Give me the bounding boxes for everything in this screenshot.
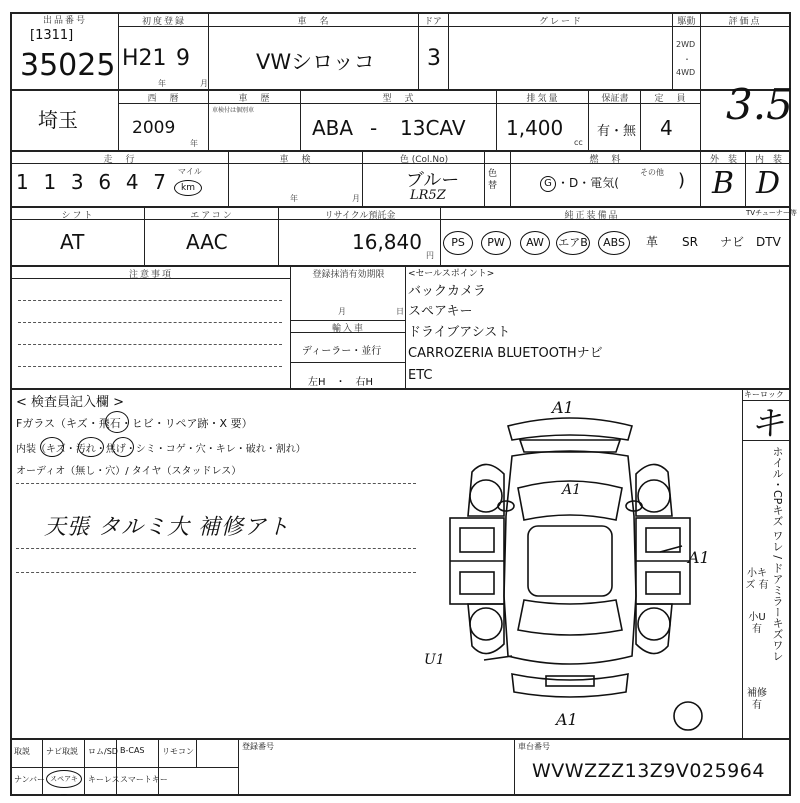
drive-dot: ・: [683, 55, 691, 64]
handwritten-note: 天張 タルミ大 補修アト: [44, 515, 290, 540]
legend-small-dent: 小U 有: [748, 612, 766, 635]
notes-label: 注意事項: [128, 270, 173, 280]
km-circle: km: [174, 180, 202, 196]
equip-ps: PS: [443, 231, 473, 255]
exterior-label: 外 装: [709, 155, 737, 165]
model-dash: -: [370, 116, 378, 140]
footer-item: B-CAS: [120, 746, 145, 755]
owner-label: 登録番号: [242, 742, 274, 751]
displacement-label: 排気量: [526, 94, 560, 104]
equip-pw: PW: [481, 231, 511, 255]
keylock-mark: キ: [750, 404, 784, 444]
equip-dtv: DTV: [756, 235, 781, 249]
drive-label: 駆動: [677, 17, 696, 27]
grade-label: グレード: [538, 17, 583, 27]
seats: 4: [660, 116, 673, 140]
mark-rear: A1: [556, 710, 578, 729]
color-change-label: 色替: [488, 169, 498, 191]
footer-item: ロム/SD: [88, 747, 118, 756]
mileage-digit: 1: [43, 170, 57, 194]
model-year-unit: 年: [190, 139, 198, 148]
yen-unit: 円: [426, 251, 434, 260]
sales-point: バックカメラ: [408, 284, 487, 299]
drive-2wd: 2WD: [676, 40, 696, 49]
footer-item: ナンバー: [14, 775, 46, 784]
model-code: 13CAV: [400, 116, 466, 140]
inspector-label: < 検査員記入欄 >: [16, 395, 125, 410]
interior-grade: D: [756, 166, 781, 201]
score: 3.5: [726, 80, 793, 129]
fuel-options: ・D・電気(: [557, 176, 619, 190]
lot-number: 35025: [20, 48, 116, 83]
displacement: 1,400: [506, 116, 564, 140]
vin-label: 車台番号: [518, 742, 550, 751]
footer-item: ナビ取説: [46, 747, 78, 756]
sales-point: ドライブアシスト: [408, 325, 511, 340]
fuel-label: 燃 料: [589, 155, 623, 165]
interior-label: 内 装: [754, 155, 782, 165]
reg-era: H21: [122, 46, 167, 71]
inspector-line-glass: Fガラス（キズ・飛石・ヒビ・リペア跡・X 要）: [16, 417, 253, 430]
sales-point: ETC: [408, 368, 433, 383]
mileage-label: 走 行: [103, 155, 137, 165]
inspection-month-unit: 月: [352, 194, 360, 203]
chassis-label: 車 歴: [238, 94, 272, 104]
reg-month: 9: [176, 46, 190, 71]
mileage-digit: 6: [98, 170, 112, 194]
dealer-parallel: ディーラー・並行: [302, 346, 382, 357]
color-code: LR5Z: [410, 188, 446, 203]
sales-label: <セールスポイント>: [408, 269, 495, 279]
equip-aw: AW: [520, 231, 550, 255]
footer-item: 取説: [14, 747, 30, 756]
tuner-label: TVチューナー等: [746, 209, 797, 217]
footer-item: キーレス: [88, 775, 120, 784]
equipment-label: 純正装備品: [564, 211, 620, 221]
model-year: 2009: [132, 118, 176, 138]
inspector-line-interior: 内装（キズ・汚れ・焦げ・シミ・コゲ・穴・キレ・破れ・割れ）: [16, 444, 306, 455]
sales-point: スペアキー: [408, 304, 473, 319]
warranty-label: 保証書: [601, 94, 629, 104]
exterior-grade: B: [712, 166, 735, 201]
region: 埼玉: [38, 108, 78, 132]
warranty: 有・無: [597, 124, 637, 139]
reg-label: 初度登録: [141, 17, 186, 27]
fuel-other-label: その他: [640, 168, 664, 177]
equip-navi: ナビ: [720, 235, 745, 249]
lot-label: 出品番号: [42, 16, 87, 26]
burn-mark-circle: [112, 437, 134, 457]
mark-front: A1: [552, 398, 574, 417]
fuel-gas-circle: G: [540, 176, 556, 192]
car-diagram: [420, 396, 730, 736]
shift: AT: [60, 230, 85, 254]
inspection-label: 車 検: [279, 155, 313, 165]
equip-abs: ABS: [598, 231, 630, 255]
model-year-label: 西 暦: [147, 94, 181, 104]
steering-side: 左H ・ 右H: [308, 377, 374, 388]
mark-wheel: U1: [424, 652, 445, 668]
sales-point: CARROZERIA BLUETOOTHナビ: [408, 346, 603, 361]
door-label: ドア: [424, 17, 442, 27]
cc-unit: cc: [574, 138, 583, 147]
type-label: 型 式: [382, 94, 416, 104]
color-label: 色 (Col.No): [399, 155, 449, 165]
mileage-digit: 1: [16, 170, 29, 194]
model-prefix: ABA: [312, 116, 354, 140]
chip-mark-circle: [105, 411, 129, 433]
footer-item: リモコン: [162, 747, 194, 756]
lot-sub: [1311]: [30, 28, 74, 43]
mileage-digit: 7: [153, 170, 166, 194]
mark-roof: A1: [562, 482, 582, 498]
mileage-digit: 3: [70, 170, 84, 194]
expire-day-unit: 日: [396, 307, 404, 316]
legend-small-scratch: 小キズ 有: [745, 568, 769, 591]
inspector-line-audio: オーディオ（無し・穴）/ タイヤ（スタッドレス）: [16, 466, 242, 477]
equip-airbag: エアB: [556, 231, 590, 255]
scratch-mark-circle: [40, 437, 64, 457]
fuel-close: ): [678, 170, 686, 191]
import-label: 輸入車: [331, 324, 365, 334]
door-count: 3: [427, 46, 441, 71]
aircon-label: エアコン: [190, 211, 234, 221]
legend-text: ホイル・CPキズ ワレ / ドアミラーキズワレ: [771, 446, 784, 662]
chassis-note: 車検付は個別車: [212, 107, 255, 114]
reg-expire-label: 登録抹消有効期限: [312, 270, 385, 280]
stain-mark-circle: [78, 437, 104, 457]
inspection-year-unit: 年: [290, 194, 298, 203]
color-name: ブルー: [406, 170, 460, 191]
aircon: AAC: [186, 230, 228, 254]
footer-item-circled: スペアキー: [46, 770, 82, 788]
recycle-label: リサイクル預託金: [324, 211, 396, 221]
year-unit: 年: [158, 79, 166, 88]
footer-item: スマートキー: [120, 775, 168, 784]
vin: WVWZZZ13Z9V025964: [532, 760, 765, 782]
mileage-digit: 4: [125, 170, 139, 194]
equip-sr: SR: [682, 235, 698, 249]
mileage-digits: [16, 170, 166, 194]
keylock-label: キーロック: [744, 390, 784, 399]
mark-side: A1: [688, 548, 710, 567]
shift-label: シフト: [61, 211, 95, 221]
legend-repair: 補修有: [747, 688, 767, 711]
drive-4wd: 4WD: [676, 68, 696, 77]
month-unit: 月: [200, 79, 208, 88]
car-name-label: 車 名: [297, 17, 331, 27]
mile-label: マイル: [178, 167, 202, 176]
score-label: 評価点: [728, 17, 762, 27]
equip-leather: 革: [646, 235, 659, 249]
recycle-fee: 16,840: [352, 230, 422, 254]
expire-month-unit: 月: [338, 307, 346, 316]
seats-label: 定 員: [654, 94, 688, 104]
car-name: VWシロッコ: [256, 50, 375, 74]
